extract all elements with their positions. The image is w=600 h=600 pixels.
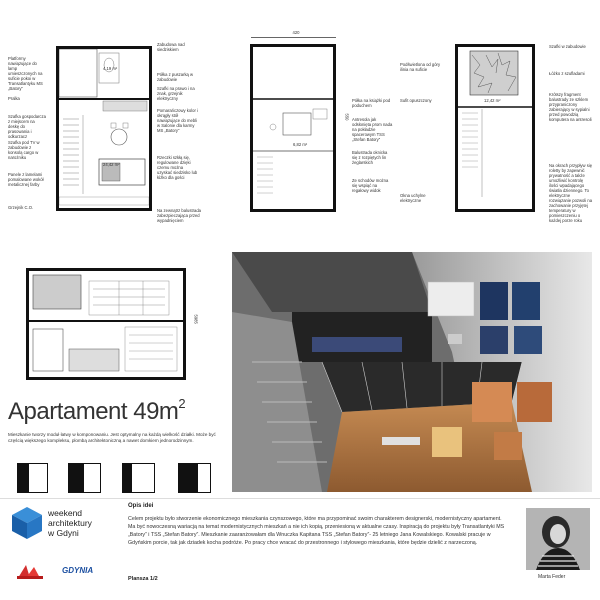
plan1-note: Szafki na prawo i na znak, grzejnik elektryczny [157, 86, 195, 101]
plan3-note: Szafki w zabudowie [549, 44, 586, 49]
plan2-note: Ze schodów można się wspiąć na regałowy widok [352, 178, 389, 193]
module-block [122, 463, 132, 493]
module-block [84, 463, 101, 493]
plan1-note: Grzejnik C.O. [8, 205, 34, 210]
plan1-note: Pralka [8, 96, 20, 101]
module-block [17, 463, 29, 493]
plan1-note: Panele z lamelami pomalowane wokół metalicznej farby [8, 172, 44, 187]
plan2-note: Antresola jak odsłonięta prom nada na pokładzie spacerowym TSS „Stefan Batory” [352, 117, 393, 142]
plan1-note: Zabudowa nad siedziskiem [157, 42, 185, 52]
description-heading: Opis idei [128, 503, 154, 509]
partner-logo-icon [16, 562, 46, 580]
plan2-area-label: 6,82 m² [293, 142, 308, 147]
cube-logo-icon [10, 505, 44, 541]
floor-plan-mezzanine [250, 44, 336, 212]
plan1-note: Szafka pod TV w zabudowie z konsolą cargo w narożniku [8, 140, 40, 160]
plan1-area-label: 4,19 m² [103, 66, 118, 71]
plan1-note: Platformy nawiązujące do lamp umieszczonych na suficie pokoi w Transatlantyku MS „Batory” [8, 56, 43, 91]
plan2-dim-side: 550 [344, 113, 350, 121]
event-logo-text: weekend architektury w Gdyni [48, 508, 92, 538]
interior-render [232, 252, 592, 492]
author-name: Marta Feder [538, 574, 566, 580]
description-body: Celem projektu było stworzenie ekonomicznego mieszkania czynszowego, które ma przypominać swoim charakterem designerski, modernistyczny apartament. Ma być nowoczesną wariacją na temat modernistycznych mieszkań a nie ich kopią, przeniesioną w aktualne czasy. Inspiracją do projektu były Transatlantyki MS „Batory” i TSS „Stefan Batory”. Mieszkanie zaaranżowałam dla Wnuczka Kapitana TSS „Stefan Batory”- 25 letniego Jana Kowalskiego. Kowalski pracuje w Gdyńskim porcie, tak jak dziadek kocha podróże. Po pracy chce wracać do przestronnego i stylowego mieszkania, które będzie dzielić z narzeczoną. [128, 516, 505, 546]
sponsor-logo: GDYNIA [62, 566, 94, 575]
plan2-note: Półka na książki pod poduchem [352, 98, 391, 108]
plan2-note: Balustrada oknicka się z rozpiętych lin żeglarskich [352, 150, 388, 165]
section-dim-side: 5985 [193, 314, 199, 324]
plan3-note: Podświetlona od góry ilinia na suficie [400, 62, 441, 72]
plan3-note: Okna uchylne elektryczne [400, 193, 426, 203]
plan3-note: Krótszy fragment balustrady ze szklem przypraniczony zabierający w sypialni przed powodzią komputera na antresoli [549, 92, 592, 122]
board-number: Plansza 1/2 [128, 576, 158, 582]
floor-plan-bedroom [455, 44, 535, 212]
module-block [178, 463, 198, 493]
plan2-dim-line [251, 37, 336, 38]
plan3-note: Na okrach przypływ się roletty by zapewnić prywatność a także umożliwić kontrolę ilości wpadającego światła dziennego. To elektryczne rozwiązanie pozwoli na zachowanie przyjętej temperatury w pomieszczeniu o każdej porze roku [549, 163, 593, 223]
page-title: Apartament $49m^2$ [8, 396, 186, 425]
plan1-note: Rzeczki szkłą się, regulowane dzięki czemu można uzyskać siedzisko lub łóżko dla gości [157, 155, 198, 180]
plan3-note: Łóżko z szufladami [549, 71, 585, 76]
plan1-note: Szafka gospodarcza z miejscem na deskę do prasowania i odkurzacz [8, 114, 46, 139]
module-block [29, 463, 48, 493]
module-block [198, 463, 211, 493]
plan3-note: Sufit opuszczony [400, 98, 432, 103]
author-photo [526, 508, 590, 570]
module-block [68, 463, 84, 493]
plan1-note: Półka z puszarką w zabudowie [157, 72, 194, 82]
floor-plan-ground [56, 46, 152, 211]
plan1-note: Pomarańczowy kolor i okrągły stół nawiązujące do mebli w Salonie dla karmy MS „Batory” [157, 108, 198, 133]
intro-text: Mieszkanie tworzy moduł łatwy w komponowaniu. Jest optymalny na każdą wielkość działki. Może być częścią większego kompleksu, plombą architektoniczną a nawet domkiem jednorodzinnym. [8, 432, 216, 443]
divider [0, 498, 600, 499]
plan1-note: Na zewnątrz balustrada zabezpieczająca przed wypadnięciem [157, 208, 201, 223]
cross-section [26, 268, 186, 380]
plan1-area-label: 24,42 m² [103, 162, 120, 167]
module-block [132, 463, 155, 493]
plan3-area-label: 12,42 m² [484, 98, 501, 103]
plan2-dim-top: 420 [292, 30, 300, 35]
